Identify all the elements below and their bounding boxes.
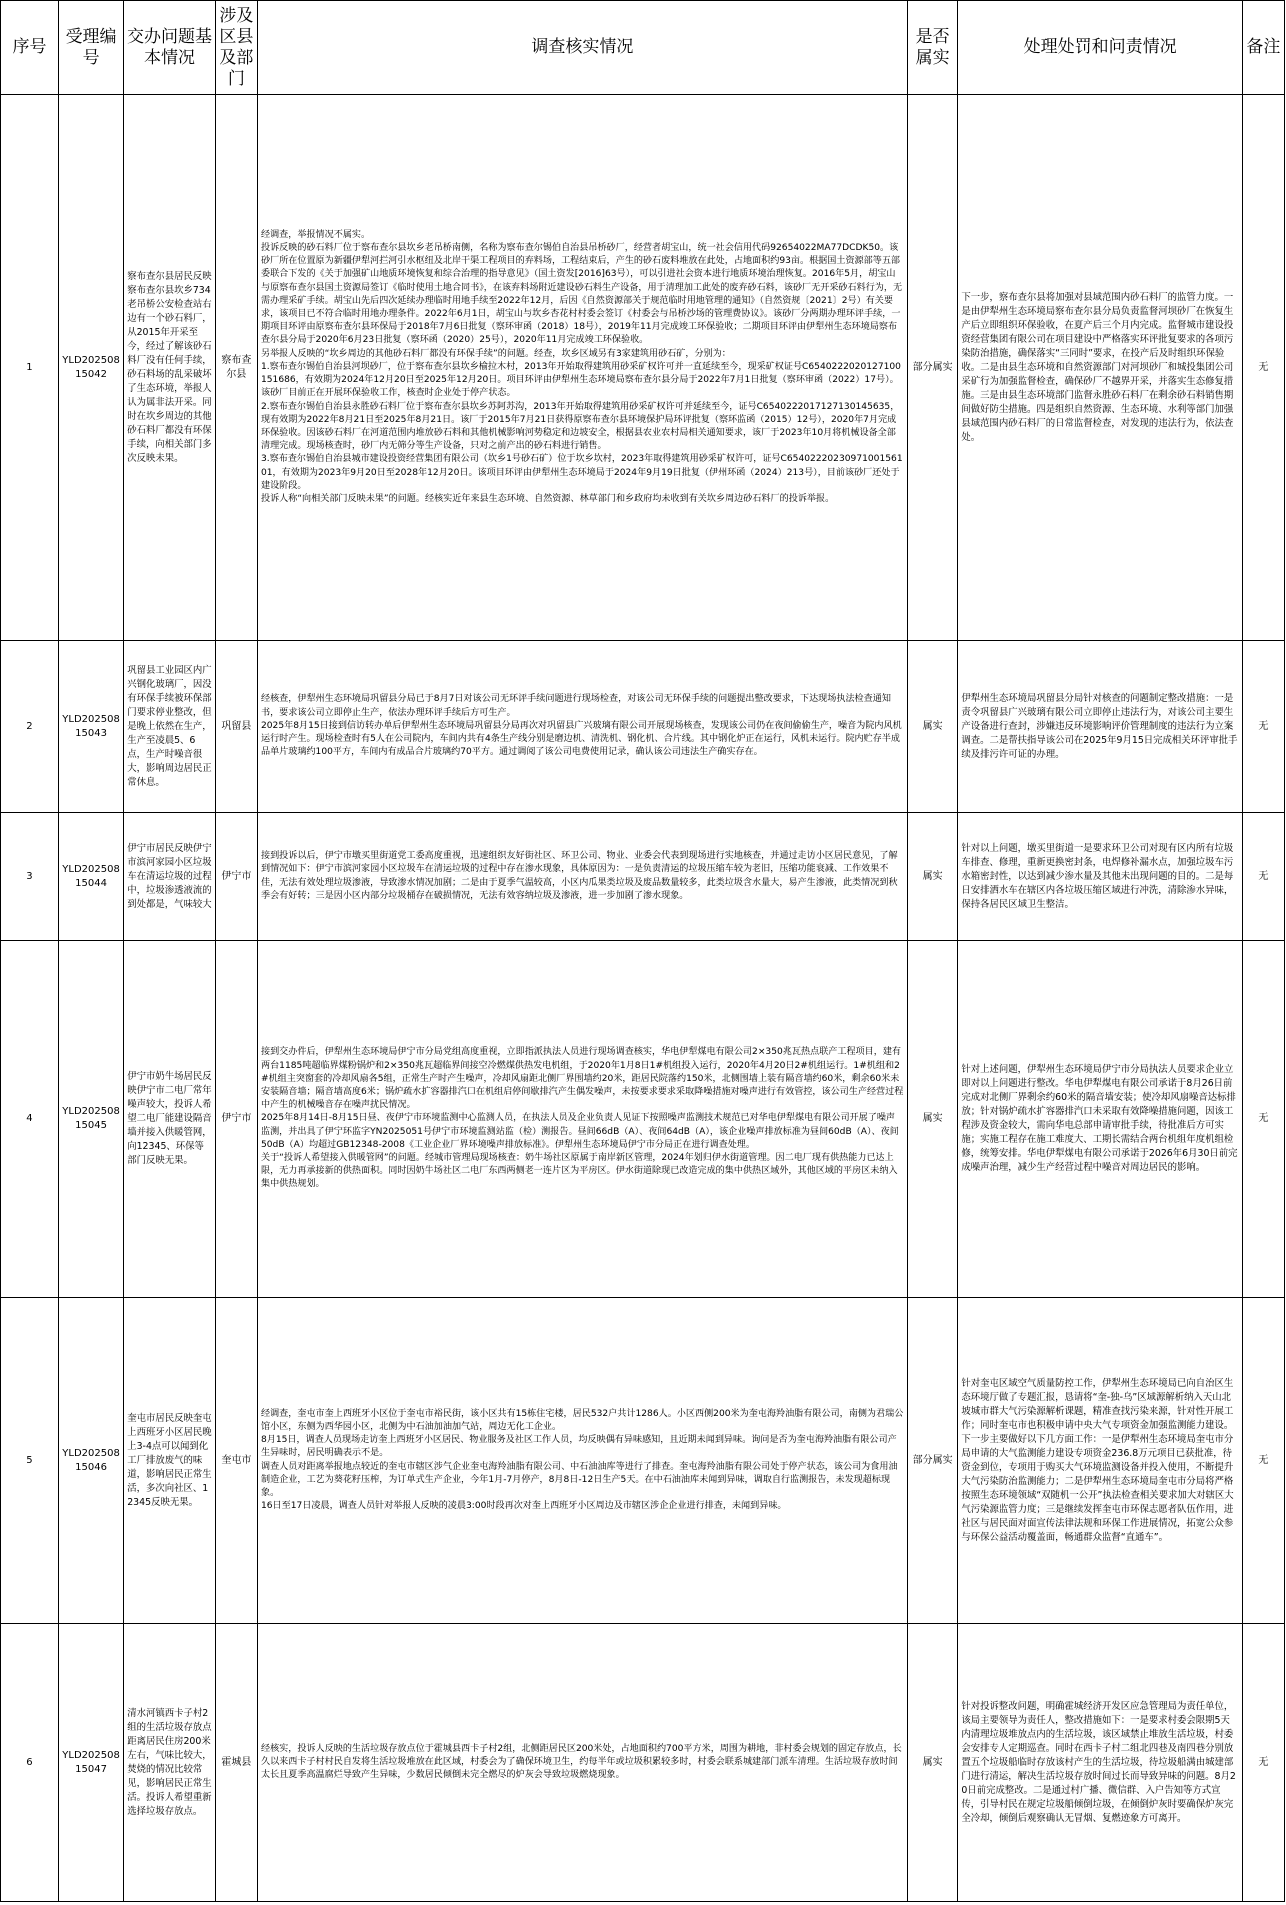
row-remark: 无 bbox=[1242, 1624, 1284, 1902]
row-verified: 属实 bbox=[907, 641, 958, 813]
investigation-paragraph: 接到交办件后，伊犁州生态环境局伊宁市分局党组高度重视，立即指派执法人员进行现场调查核实，华电伊犁煤电有限公司2×350兆瓦热点联产工程项目，建有两台1185吨超临界煤粉锅炉和2×350兆瓦超临界间接空冷燃煤供热发电机组，于2020年1月8日1#机组投入运行，2020年4月20日2#机组运行。1#机组和2#机组主突窗套的冷却风扇各5组，正常生产时产生噪声，冷却风扇距北侧厂界围墙约20米，距居民院落约150米，北侧围墙上装有隔音墙约60米，剩余60米未安装隔音墙；隔音墙高度6米；锅炉疏水扩容器排汽口在机组启停间歇排汽产生偶发噪声，未按要求要求采取降噪措施对噪声进行有效管控，该公司生产经营过程中产生的机械噪音存在噪声扰民情况。 bbox=[260, 1047, 904, 1111]
row-remark: 无 bbox=[1242, 95, 1284, 641]
investigation-paragraph: 2025年8月14日-8月15日昼、夜伊宁市环境监测中心监测人员，在执法人员及企业负责人见证下按照噪声监测技术规范已对华电伊犁煤电有限公司开展了噪声监测，并出具了伊宁环监字YN2025051号伊宁市环境监测站监（检）测报告。昼间66dB（A）、夜间64dB（A），该企业噪声排放标准为昼间60dB（A）、夜间50dB（A）均超过GB12348-2008《工业企业厂界环境噪声排放标准》。伊犁州生态环境局伊宁市分局正在进行调查处理。 bbox=[260, 1113, 899, 1150]
row-investigation bbox=[257, 95, 907, 641]
row-code: YLD20250815045 bbox=[58, 941, 123, 1298]
table-row bbox=[1, 1624, 1285, 1902]
investigation-paragraph: 另举报人反映的“坎乡周边的其他砂石料厂都没有环保手续”的问题。经查，坎乡区域另有3家建筑用砂石矿，分别为： bbox=[260, 348, 731, 359]
investigation-paragraph: 1.察布查尔锡伯自治县河坝砂厂，位于察布查尔县坎乡榆拉木村，2013年开始取得建筑用砂采矿权许可并一直延续至今，现采矿权证号C6540222020127100151686，有效期为2024年12月20日至2025年12月20日。项目环评由伊犁州生态环境局察布查尔县分局于2022年7月1日批复（察环审函（2022）17号）。该砂厂目前正在开展环保验收工作，核查时企业处于停产状态。 bbox=[260, 361, 901, 399]
row-no: 4 bbox=[1, 941, 59, 1298]
row-code: YLD20250815047 bbox=[58, 1624, 123, 1902]
investigation-paragraph: 8月15日，调查人员现场走访奎上西班牙小区居民、物业服务及社区工作人员，均反映偶有异味感知，且近期未闻到异味。询问是否为奎屯海羚油脂有限公司产生异味时，居民明确表示不是。 bbox=[260, 1435, 897, 1459]
row-no: 2 bbox=[1, 641, 59, 813]
header-code: 受理编号 bbox=[58, 1, 123, 95]
investigation-paragraph: 2025年8月15日接到信访转办单后伊犁州生态环境局巩留县分局再次对巩留县广兴玻璃有限公司开展现场核查，发现该公司仍在夜间偷偷生产，噪音为院内风机运行时产生。现场检查时有5人在公司院内，车间内共有4条生产线分别是磨边机、清洗机、钢化机、合片线。其中钢化炉正在运行，风机未运行。院内贮存半成品单片玻璃约100平方，车间内有成品合片玻璃约70平方。通过调阅了该公司电费使用记录，确认该公司违法生产确实存在。 bbox=[260, 720, 902, 758]
row-area: 霍城县 bbox=[215, 1624, 257, 1902]
row-verified: 部分属实 bbox=[907, 1298, 958, 1624]
row-code: YLD20250815046 bbox=[58, 1298, 123, 1624]
row-code: YLD20250815043 bbox=[58, 641, 123, 813]
investigation-paragraph: 经调查，奎屯市奎上西班牙小区位于奎屯市裕民街，该小区共有15栋住宅楼，居民532户共计1286人。小区西侧200米为奎屯海羚油脂有限公司，南侧为君瑞公馆小区，东侧为西华园小区，北侧为中石油加油加气站，周边无化工企业。 bbox=[260, 1408, 904, 1432]
row-code: YLD20250815044 bbox=[58, 813, 123, 941]
row-investigation bbox=[257, 813, 907, 941]
row-area: 察布查尔县 bbox=[215, 95, 257, 641]
header-no: 序号 bbox=[1, 1, 59, 95]
investigation-paragraph: 接到投诉以后，伊宁市墩买里街道党工委高度重视，迅速组织友好街社区、环卫公司、物业、业委会代表到现场进行实地核查，并通过走访小区居民意见，了解到情况如下：伊宁市滨河家园小区垃圾车在清运垃圾的过程中存在渗水现象，具体原因为：一是负责清运的垃圾压缩车较为老旧，压缩功能衰减、工作效果不佳，无法有效处理垃圾渗液，导致渗水情况加剧；二是由于夏季气温较高，小区内瓜果类垃圾及废品数量较多，此类垃圾含水量大，易产生渗液，此类情况到秋季会有好转；三是因小区内部分垃圾桶存在破损情况，无法有效容纳垃圾及渗液，进一步加剧了渗水现象。 bbox=[260, 851, 898, 901]
investigation-paragraph: 经核查，伊犁州生态环境局巩留县分局已于8月7日对该公司无环评手续问题进行现场检查，对该公司无环保手续的问题提出整改要求，下达现场执法检查通知书，要求该公司立即停止生产，依法办理环评手续后方可生产。 bbox=[260, 694, 891, 718]
header-handling: 处理处罚和问责情况 bbox=[958, 1, 1242, 95]
investigation-paragraph: 投诉反映的砂石料厂位于察布查尔县坎乡老吊桥南侧，名称为察布查尔锡伯自治县吊桥砂厂，经营者胡宝山，统一社会信用代码92654022MA77DCDK50。该砂厂所在位置原为新疆伊犁河拦河引水枢纽及北岸干渠工程项目的弃料场，工程结束后，产生的砂石废料堆放在此处，占地面积约93亩。根据国土资源部等五部委联合下发的《关于加强矿山地质环境恢复和综合治理的指导意见》（国土资发[2016]63号），可以引进社会资本进行地质环境治理恢复。2016年5月，胡宝山与原察布查尔县国土资源局签订《临时使用土地合同书》，在该弃料场附近建设砂石料生产设备，用于清理加工此处的废弃砂石料，该砂厂无开采砂石料行为，无需办理采矿手续。胡宝山先后四次延续办理临时用地手续至2022年12月，后因《自然资源部关于规范临时用地管理的通知》（自然资规〔2021〕2号）有关要求，该项目已不符合临时用地办理条件。2022年6月1日，胡宝山与坎乡杏花村村委会签订《村委会与吊桥沙场的管理费协议》。该砂厂分两期办理环评手续，一期项目环评由原察布查尔县环保局于2018年7月6日批复（察环审函（2018）18号），2019年11月完成竣工环保验收；二期项目环评由伊犁州生态环境局察布查尔县分局于2020年6月23日批复（察环函（2020）25号），2020年11月完成竣工环保验收。 bbox=[260, 243, 903, 346]
header-remark: 备注 bbox=[1242, 1, 1284, 95]
row-handling: 伊犁州生态环境局巩留县分局针对核查的问题制定整改措施：一是责令巩留县广兴玻璃有限公司立即停止违法行为，对该公司主要生产设备进行查封，涉嫌违反环境影响评价管理制度的违法行为立案调查。二是帮扶指导该公司在2025年9月15日完成相关环评审批手续及排污许可证的办理。 bbox=[958, 641, 1242, 813]
row-issue: 奎屯市居民反映奎屯上西班牙小区居民晚上3-4点可以闻到化工厂排放废气的味道，影响居民正常生活，多次向社区、12345反映无果。 bbox=[124, 1298, 216, 1624]
row-investigation bbox=[257, 1298, 907, 1624]
row-investigation bbox=[257, 941, 907, 1298]
header-investigation: 调查核实情况 bbox=[257, 1, 907, 95]
header-verified: 是否属实 bbox=[907, 1, 958, 95]
row-no: 3 bbox=[1, 813, 59, 941]
row-investigation bbox=[257, 1624, 907, 1902]
row-verified: 属实 bbox=[907, 1624, 958, 1902]
row-area: 伊宁市 bbox=[215, 941, 257, 1298]
row-handling: 针对以上问题，墩买里街道一是要求环卫公司对现有区内所有垃圾车排查、修理，重新更换密封条，电焊修补漏水点，加强垃圾车污水箱密封性，以达到减少渗水量及其他未出现问题的目的。二是每日安排洒水车在辖区内各垃圾压缩区域进行冲洗，清除渗水异味，保持各居民区域卫生整洁。 bbox=[958, 813, 1242, 941]
table-row bbox=[1, 641, 1285, 813]
row-handling: 针对上述问题，伊犁州生态环境局伊宁市分局执法人员要求企业立即对以上问题进行整改。华电伊犁煤电有限公司承诺于8月26日前完成对北侧厂界剩余约60米的隔音墙安装；使冷却风扇噪音达标排放；针对锅炉疏水扩容器排汽口未采取有效降噪措施问题，因该工程涉及资金较大，需向华电总部申请审批手续，待批准后方可实施；实施工程存在施工难度大、工期长需结合两台机组年度机组检修，统筹安排。华电伊犁煤电有限公司承诺于2026年6月30日前完成噪声治理，减少生产经营过程中噪音对周边居民的影响。 bbox=[958, 941, 1242, 1298]
investigation-paragraph: 经调查，举报情况不属实。 bbox=[260, 229, 371, 240]
row-area: 巩留县 bbox=[215, 641, 257, 813]
investigation-paragraph: 调查人员对距离举报地点较近的奎屯市辖区涉气企业奎屯海羚油脂有限公司、中石油油库等进行了排查。奎屯海羚油脂有限公司处于停产状态，该公司为食用油制造企业，工艺为葵花籽压榨，为订单式生产企业，今年1月-7月停产，8月8日-12日生产5天。在中石油油库未闻到异味，调取自行监测报告，未发现超标现象。 bbox=[260, 1461, 898, 1498]
row-verified: 部分属实 bbox=[907, 95, 958, 641]
row-area: 伊宁市 bbox=[215, 813, 257, 941]
investigation-paragraph: 2.察布查尔锡伯自治县永胜砂石料厂位于察布查尔县坎乡苏阿苏沟，2013年开始取得建筑用砂采矿权许可并延续至今，证号C6540222017127130145635，现有效期为2022年8月21日至2025年8月21日。该厂于2015年7月21日获得原察布查尔县环境保护局环评批复（察环监函（2015）12号），2020年7月完成环保验收。因该砂石料厂在河道范围内堆放砂石料和其他机械影响河势稳定和边坡安全，根据县农业农村局相关通知要求，该厂于2023年10月将机械设备全部清理完成。现场核查时，砂厂内无筛分等生产设备，只对之前产出的砂石料进行销售。 bbox=[260, 401, 900, 452]
header-issue: 交办问题基本情况 bbox=[124, 1, 216, 95]
row-issue: 伊宁市奶牛场居民反映伊宁市二电厂常年噪声较大，投诉人希望二电厂能建设隔音墙并接入供暖管网，向12345、环保等部门反映无果。 bbox=[124, 941, 216, 1298]
row-remark: 无 bbox=[1242, 941, 1284, 1298]
investigation-paragraph: 3.察布查尔锡伯自治县城市建设投资经营集团有限公司（坎乡1号砂石矿）位于坎乡坎村，2023年取得建筑用砂采矿权许可，证号C6540222023097100156101，有效期为2023年9月20日至2028年12月20日。该项目环评由伊犁州生态环境局于2024年9月19日批复（伊州环函（2024）213号），目前该砂厂还处于建设阶段。 bbox=[260, 454, 903, 491]
row-no: 6 bbox=[1, 1624, 59, 1902]
row-remark: 无 bbox=[1242, 641, 1284, 813]
row-handling: 针对奎屯区域空气质量防控工作，伊犁州生态环境局已向自治区生态环境厅做了专题汇报，恳请将“奎-独-乌”区域源解析纳入天山北坡城市群大气污染源解析课题，精准查找污染来源，针对性开展工作；同时奎屯市也积极申请中央大气专项资金加强监测能力建设。下一步主要做好以下几方面工作：一是伊犁州生态环境局奎屯市分局申请的大气监测能力建设专项资金236.8万元项目已获批准，待资金到位，专项用于购买大气环境监测设备并投入使用，不断提升大气污染防治监测能力；二是伊犁州生态环境局奎屯市分局将严格按照生态环境领域“双随机一公开”执法检查相关要求加大对辖区大气污染源监管力度；三是继续发挥奎屯市环保志愿者队伍作用，进社区与居民面对面宣传法律法规和环保工作进展情况，拓宽公众参与环保公益活动覆盖面，畅通群众监督“直通车”。 bbox=[958, 1298, 1242, 1624]
table-row bbox=[1, 813, 1285, 941]
row-remark: 无 bbox=[1242, 813, 1284, 941]
investigation-paragraph: 16日至17日凌晨，调查人员针对举报人反映的凌晨3:00时段再次对奎上西班牙小区周边及市辖区涉企企业进行排查，未闻到异味。 bbox=[260, 1501, 787, 1512]
row-issue: 清水河镇西卡子村2组的生活垃圾存放点距离居民住房200米左右，气味比较大，焚烧的情况比较常见，影响居民正常生活。投诉人希望重新选择垃圾存放点。 bbox=[124, 1624, 216, 1902]
table-row bbox=[1, 95, 1285, 641]
investigation-paragraph: 投诉人称“向相关部门反映未果”的问题。经核实近年来县生态环境、自然资源、林草部门和乡政府均未收到有关坎乡周边砂石料厂的投诉举报。 bbox=[260, 493, 835, 504]
row-investigation bbox=[257, 641, 907, 813]
row-verified: 属实 bbox=[907, 941, 958, 1298]
row-area: 奎屯市 bbox=[215, 1298, 257, 1624]
row-remark: 无 bbox=[1242, 1298, 1284, 1624]
table-row bbox=[1, 941, 1285, 1298]
row-code: YLD20250815042 bbox=[58, 95, 123, 641]
row-verified: 属实 bbox=[907, 813, 958, 941]
row-issue: 巩留县工业园区内广兴钢化玻璃厂，因没有环保手续被环保部门要求停业整改，但是晚上依然在生产，生产至凌晨5、6点，生产时噪音很大，影响周边居民正常休息。 bbox=[124, 641, 216, 813]
table-row bbox=[1, 1298, 1285, 1624]
row-no: 5 bbox=[1, 1298, 59, 1624]
table-header-row bbox=[1, 1, 1285, 95]
investigation-paragraph: 关于“投诉人希望接入供暖管网”的问题。经城市管理局现场核查：奶牛场社区原属于南岸新区管理，2024年划归伊水街道管理。因二电厂现有供热能力已达上限，无力再承接新的供热面积。同时因奶牛场社区二电厂东西两侧老一连片区为平房区。伊水街道除现已改造完成的集中供热区域外，其他区域的平房区未纳入集中供热规划。 bbox=[260, 1153, 898, 1190]
header-area: 涉及区县及部门 bbox=[215, 1, 257, 95]
row-no: 1 bbox=[1, 95, 59, 641]
investigation-paragraph: 经核实，投诉人反映的生活垃圾存放点位于霍城县西卡子村2组，北侧距居民区200米处，占地面积约700平方米，周围为耕地，非村委会规划的固定存放点，长久以来西卡子村村民自发将生活垃圾堆放在此区域，村委会为了确保环境卫生，约每半年或垃圾积累较多时，村委会联系城建部门派车清理。生活垃圾存放时间太长且夏季高温腐烂导致产生异味，少数居民倾倒未完全燃尽的炉灰会导致垃圾燃烧现象。 bbox=[260, 1743, 902, 1781]
row-issue: 伊宁市居民反映伊宁市滨河家园小区垃圾车在清运垃圾的过程中，垃圾渗透液流的到处都是，气味较大 bbox=[124, 813, 216, 941]
row-issue: 察布查尔县居民反映察布查尔县坎乡734老吊桥公安检查站右边有一个砂石料厂，从2015年开采至今，经过了解该砂石料厂没有任何手续，砂石料场的乱采破坏了生态环境，举报人认为属非法开采。同时在坎乡周边的其他砂石料厂都没有环保手续，向相关部门多次反映未果。 bbox=[124, 95, 216, 641]
row-handling: 下一步，察布查尔县将加强对县域范围内砂石料厂的监管力度。一是由伊犁州生态环境局察布查尔县分局负责监督河坝砂厂在恢复生产后立即组织环保验收，在夏产后三个月内完成。监督城市建设投资经营集团有限公司在项目建设中严格落实环评批复要求的各项污染防治措施，确保落实“三同时”要求，在投产后及时组织环保验收。二是由县生态环境和自然资源部门对河坝砂厂和城投集团公司采矿行为加强监督检查，确保砂厂不越界开采，并落实生态修复措施。三是由县生态环境部门监督永胜砂石料厂在剩余砂石料销售期间做好防尘措施。四是组织自然资源、生态环境、水利等部门加强县域范围内砂石料厂的日常监督检查，对发现的违法行为，依法查处。 bbox=[958, 95, 1242, 641]
row-handling: 针对投诉整改问题，明确霍城经济开发区应急管理局为责任单位，该局主要领导为责任人，整改措施如下：一是要求村委会限期5天内清理垃圾堆放点内的生活垃圾，该区域禁止堆放生活垃圾，村委会安排专人定期巡查。同时在西卡子村二组北四巷及南四巷分别放置五个垃圾船临时存放该村产生的生活垃圾，待垃圾船满由城建部门进行清运，解决生活垃圾存放时间过长而导致异味的问题。8月20日前完成整改。二是通过村广播、微信群、入户告知等方式宣传，引导村民在规定垃圾船倾倒垃圾，在倾倒炉灰时要确保炉灰完全冷却，倾倒后观察确认无冒烟、复燃迹象方可离开。 bbox=[958, 1624, 1242, 1902]
